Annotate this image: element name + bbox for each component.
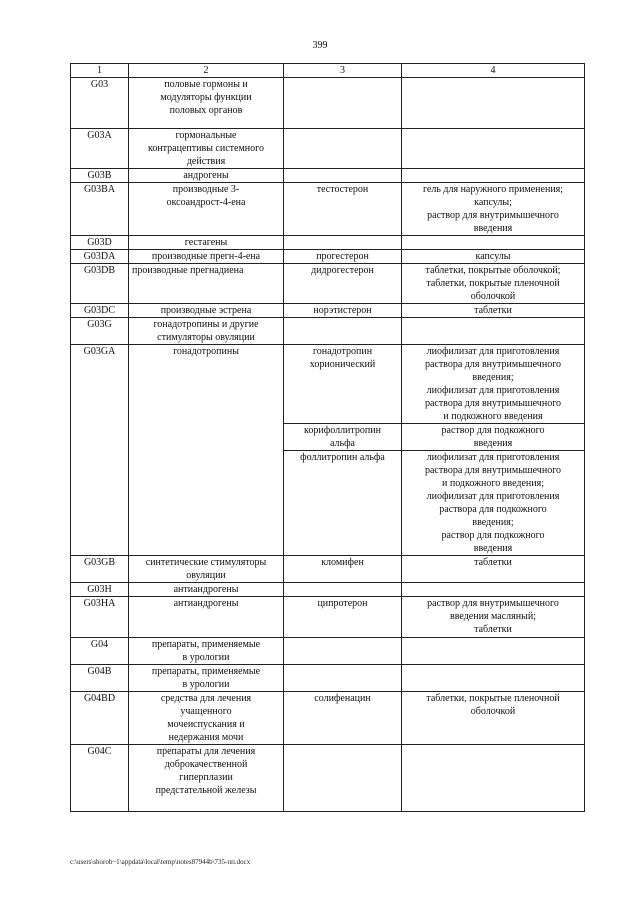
table-row [71, 250, 585, 264]
dosage-form-cell [402, 451, 585, 556]
dosage-form-text: раствор для внутримышечного [427, 598, 559, 609]
drug-name-cell [284, 304, 402, 318]
group-text: в урологии [182, 679, 230, 690]
anatomical-group-cell [129, 638, 284, 665]
anatomical-group-cell [129, 236, 284, 250]
drug-name-cell [284, 183, 402, 236]
group-text: гестагены [184, 237, 228, 248]
drug-name-cell [284, 665, 402, 692]
group-text: овуляции [186, 570, 226, 581]
drug-name-text: ципротерон [317, 598, 368, 609]
drug-name-text: норэтистерон [313, 305, 372, 316]
atc-code-cell: G03B [71, 169, 129, 183]
group-text: синтетические стимуляторы [145, 557, 267, 568]
anatomical-group-cell [129, 597, 284, 638]
drug-name-cell [284, 556, 402, 583]
dosage-form-text: таблетки [474, 305, 512, 316]
group-text: препараты для лечения [156, 746, 256, 757]
drug-name-cell [284, 638, 402, 665]
table-header-row [71, 64, 585, 78]
table-row [71, 318, 585, 345]
drug-name-cell [284, 345, 402, 424]
dosage-form-text: раствора для внутримышечного [424, 359, 562, 370]
table-row [71, 556, 585, 583]
drug-name-cell [284, 583, 402, 597]
dosage-form-cell [402, 78, 585, 129]
anatomical-group-cell [129, 169, 284, 183]
table-row [71, 264, 585, 304]
group-text: гонадотропины и другие [153, 319, 259, 330]
group-text: в урологии [182, 652, 230, 663]
drug-name-cell [284, 451, 402, 556]
anatomical-group-cell [129, 129, 284, 169]
dosage-form-cell [402, 745, 585, 812]
group-text: производные прегн-4-ена [151, 251, 261, 262]
anatomical-group-cell [129, 345, 284, 556]
table-row [71, 236, 585, 250]
group-text: производные эстрена [160, 305, 252, 316]
drug-name-cell [284, 236, 402, 250]
group-text: антиандрогены [173, 598, 239, 609]
dosage-form-text: и подкожного введения [443, 411, 543, 422]
page-number: 399 [312, 40, 328, 51]
atc-code-cell: G03H [71, 583, 129, 597]
column-header: 4 [402, 64, 585, 78]
group-text: учащенного [180, 706, 232, 717]
table-row [71, 665, 585, 692]
drug-name-text: гонадотропин [312, 346, 373, 357]
group-text: производные прегнадиена [132, 265, 244, 276]
anatomical-group-cell [129, 304, 284, 318]
group-text: антиандрогены [173, 584, 239, 595]
dosage-form-text: капсулы; [474, 197, 512, 208]
dosage-form-cell [402, 583, 585, 597]
anatomical-group-cell [129, 78, 284, 129]
table-row [71, 692, 585, 745]
drug-name-cell [284, 129, 402, 169]
group-text: действия [186, 156, 226, 167]
atc-code-cell: G03D [71, 236, 129, 250]
dosage-form-text: таблетки, покрытые пленочной [426, 278, 560, 289]
drug-name-text: хорионический [309, 359, 376, 370]
atc-code-cell: G03DA [71, 250, 129, 264]
table-row [71, 78, 585, 129]
dosage-form-cell [402, 318, 585, 345]
dosage-form-text: и подкожного введения; [441, 478, 545, 489]
dosage-form-text: таблетки, покрытые пленочной [426, 693, 560, 704]
group-text: препараты, применяемые [151, 666, 261, 677]
drug-name-text: солифенацин [314, 693, 371, 704]
column-header: 3 [284, 64, 402, 78]
atc-code-cell: G04B [71, 665, 129, 692]
dosage-form-text: лиофилизат для приготовления [426, 385, 560, 396]
atc-code-cell: G03DB [71, 264, 129, 304]
atc-code-cell: G03DC [71, 304, 129, 318]
dosage-form-text: капсулы [475, 251, 511, 262]
dosage-form-text: введения [473, 543, 513, 554]
atc-code-cell: G03GB [71, 556, 129, 583]
atc-code-cell: G04C [71, 745, 129, 812]
dosage-form-text: оболочкой [470, 291, 516, 302]
drug-name-cell [284, 424, 402, 451]
group-text: препараты, применяемые [151, 639, 261, 650]
atc-code-cell: G03 [71, 78, 129, 129]
group-text: половые гормоны и [164, 79, 248, 90]
dosage-form-cell [402, 597, 585, 638]
group-text: гиперплазии [179, 772, 233, 783]
table-row [71, 304, 585, 318]
table-row [71, 345, 585, 424]
drug-name-text: альфа [330, 438, 355, 449]
drug-name-text: кломифен [321, 557, 364, 568]
group-text: производные 3- [172, 184, 240, 195]
table-row [71, 597, 585, 638]
anatomical-group-cell [129, 583, 284, 597]
drug-name-text: фоллитропин альфа [300, 452, 385, 463]
dosage-form-text: раствора для подкожного [439, 504, 547, 515]
table-row [71, 583, 585, 597]
drug-classification-table [70, 63, 585, 812]
anatomical-group-cell [129, 318, 284, 345]
group-text: оксоандрост-4-ена [166, 197, 246, 208]
drug-name-cell [284, 250, 402, 264]
dosage-form-text: введения масляный; [450, 611, 536, 622]
dosage-form-text: введения [473, 438, 513, 449]
dosage-form-text: лиофилизат для приготовления [426, 346, 560, 357]
atc-code-cell: G04BD [71, 692, 129, 745]
dosage-form-text: раствор для подкожного [441, 425, 545, 436]
dosage-form-text: оболочкой [470, 706, 516, 717]
dosage-form-text: раствор для внутримышечного [427, 210, 559, 221]
dosage-form-text: введения [473, 223, 513, 234]
file-path-footer: c:\users\shorob~1\appdata\local\temp\notes87944b\735-пп.docx [70, 858, 251, 866]
group-text: доброкачественной [164, 759, 248, 770]
group-text: контрацептивы системного [147, 143, 264, 154]
group-text: недержания мочи [168, 732, 244, 743]
dosage-form-cell [402, 692, 585, 745]
group-text: предстательной железы [155, 785, 257, 796]
anatomical-group-cell [129, 250, 284, 264]
atc-code-cell: G03BA [71, 183, 129, 236]
dosage-form-text: введения; [472, 517, 514, 528]
dosage-form-cell [402, 304, 585, 318]
dosage-form-text: лиофилизат для приготовления [426, 491, 560, 502]
dosage-form-text: раствора для внутримышечного [424, 398, 562, 409]
anatomical-group-cell [129, 745, 284, 812]
group-text: гонадотропины [173, 346, 239, 357]
table-row [71, 129, 585, 169]
atc-code-cell: G04 [71, 638, 129, 665]
atc-code-cell: G03A [71, 129, 129, 169]
dosage-form-cell [402, 236, 585, 250]
dosage-form-text: таблетки [474, 624, 512, 635]
drug-name-text: корифоллитропин [304, 425, 381, 436]
dosage-form-cell [402, 424, 585, 451]
dosage-form-text: введения; [472, 372, 514, 383]
group-text: гормональные [175, 130, 237, 141]
dosage-form-text: таблетки, покрытые оболочкой; [425, 265, 561, 276]
dosage-form-cell [402, 556, 585, 583]
anatomical-group-cell [129, 556, 284, 583]
table-row [71, 169, 585, 183]
atc-code-cell: G03GA [71, 345, 129, 556]
drug-name-text: дидрогестерон [311, 265, 374, 276]
drug-name-cell [284, 169, 402, 183]
table-row [71, 745, 585, 812]
dosage-form-text: раствора для внутримышечного [424, 465, 562, 476]
dosage-form-cell [402, 345, 585, 424]
group-text: средства для лечения [160, 693, 252, 704]
column-header: 2 [129, 64, 284, 78]
dosage-form-text: гель для наружного применения; [422, 184, 564, 195]
dosage-form-text: лиофилизат для приготовления [426, 452, 560, 463]
group-text: стимуляторы овуляции [157, 332, 255, 343]
atc-code-cell: G03G [71, 318, 129, 345]
drug-name-cell [284, 597, 402, 638]
dosage-form-cell [402, 665, 585, 692]
anatomical-group-cell [129, 665, 284, 692]
drug-name-text: прогестерон [316, 251, 369, 262]
anatomical-group-cell [129, 264, 284, 304]
atc-code-cell: G03HA [71, 597, 129, 638]
group-text: половых органов [169, 105, 243, 116]
table-row [71, 638, 585, 665]
drug-name-cell [284, 745, 402, 812]
dosage-form-cell [402, 169, 585, 183]
dosage-form-cell [402, 250, 585, 264]
dosage-form-cell [402, 264, 585, 304]
anatomical-group-cell [129, 183, 284, 236]
group-text: модуляторы функции [160, 92, 252, 103]
dosage-form-text: таблетки [474, 557, 512, 568]
dosage-form-cell [402, 129, 585, 169]
drug-name-cell [284, 692, 402, 745]
dosage-form-cell [402, 183, 585, 236]
group-text: андрогены [183, 170, 229, 181]
drug-name-cell [284, 78, 402, 129]
dosage-form-text: раствор для подкожного [441, 530, 545, 541]
drug-name-text: тестостерон [316, 184, 369, 195]
group-text: мочеиспускания и [167, 719, 245, 730]
anatomical-group-cell [129, 692, 284, 745]
table-row [71, 183, 585, 236]
column-header: 1 [71, 64, 129, 78]
drug-name-cell [284, 318, 402, 345]
dosage-form-cell [402, 638, 585, 665]
drug-name-cell [284, 264, 402, 304]
